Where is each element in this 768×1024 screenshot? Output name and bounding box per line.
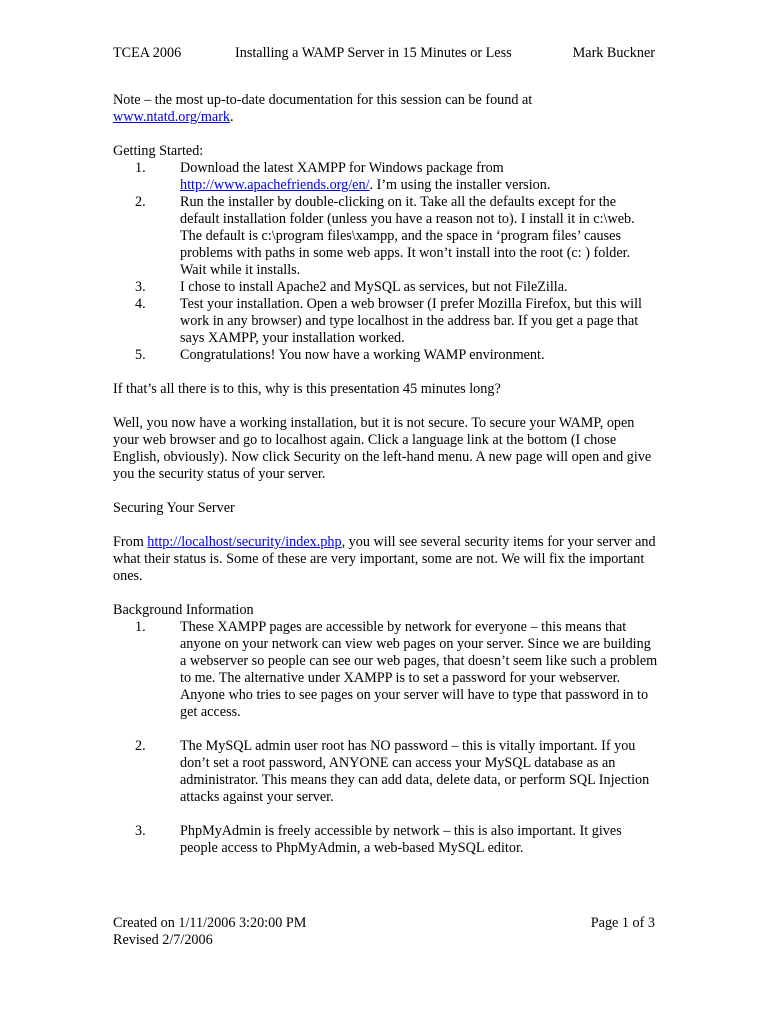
- footer-revised: Revised 2/7/2006: [113, 932, 213, 948]
- step-text: Run the installer by double-clicking on it. Take all the defaults except for the default installation folder (unless you have a reason not to). I install it in c:\web. The default is c:\program files\xampp, and the space in ‘program files’ causes problems with paths in some web apps. It won’t install into the root (c: ) folder. Wait while it installs.: [180, 194, 635, 278]
- apachefriends-link[interactable]: http://www.apachefriends.org/en/: [180, 177, 370, 193]
- header-title: Installing a WAMP Server in 15 Minutes or Less: [235, 45, 512, 61]
- list-number: 3.: [135, 823, 146, 839]
- footer-row: [113, 932, 655, 949]
- list-number: 5.: [135, 347, 146, 363]
- spacer: [113, 398, 658, 415]
- from-pre: From: [113, 534, 144, 550]
- list-item: [113, 194, 658, 279]
- from-paragraph: [113, 534, 658, 585]
- step-text: I chose to install Apache2 and MySQL as services, but not FileZilla.: [180, 279, 568, 295]
- item-text: These XAMPP pages are accessible by network for everyone – this means that anyone on your network can view web pages on your server. Since we are building a webserver so people can see our web pages, that doesn’t seem like such a problem to me. The alternative under XAMPP is to set a password for your webserver. Anyone who tries to see pages on your server will have to type that password in to get access.: [180, 619, 658, 720]
- document-body: [113, 92, 658, 857]
- list-number: 3.: [135, 279, 146, 295]
- step-text: Test your installation. Open a web browser (I prefer Mozilla Firefox, but this will work in any browser) and type localhost in the address bar. If you get a page that says XAMPP, your installation worked.: [180, 296, 642, 346]
- getting-started-list: [113, 160, 658, 364]
- footer-created: Created on 1/11/2006 3:20:00 PM: [113, 915, 307, 931]
- list-item: [113, 347, 658, 364]
- spacer: [113, 483, 658, 500]
- list-item: [113, 619, 658, 721]
- security-link[interactable]: http://localhost/security/index.php: [147, 534, 342, 550]
- background-heading: Background Information: [113, 602, 254, 618]
- list-number: 2.: [135, 738, 146, 754]
- getting-started-heading: Getting Started:: [113, 143, 204, 159]
- header-author: Mark Buckner: [572, 45, 655, 61]
- spacer: [113, 517, 658, 534]
- step-text: Download the latest XAMPP for Windows package from: [180, 160, 504, 176]
- item-text: The MySQL admin user root has NO password – this is vitally important. If you don’t set a root password, ANYONE can access your MySQL database as an administrator. This means they can add data, delete data, or perform SQL Injection attacks against your server.: [180, 738, 650, 805]
- background-list: [113, 619, 658, 857]
- step-text: Congratulations! You now have a working WAMP environment.: [180, 347, 545, 363]
- item-text: PhpMyAdmin is freely accessible by network – this is also important. It gives people access to PhpMyAdmin, a web-based MySQL editor.: [180, 823, 622, 856]
- list-item: [113, 823, 658, 857]
- list-number: 1.: [135, 619, 146, 635]
- spacer: [113, 126, 658, 143]
- note-paragraph: [113, 92, 658, 126]
- securing-heading: Securing Your Server: [113, 500, 235, 516]
- from-post: , you will see several security items for your server and what their status is. Some of these are very important, some are not. We will fix the important ones.: [113, 534, 656, 584]
- footer-row: [113, 915, 655, 932]
- spacer: [113, 585, 658, 602]
- step-text-post: . I’m using the installer version.: [369, 177, 551, 193]
- list-item: [113, 296, 658, 347]
- well-paragraph: Well, you now have a working installation, but it is not secure. To secure your WAMP, open your web browser and go to localhost again. Click a language link at the bottom (I chose English, obviously). Now click Security on the left-hand menu. A new page will open and give you the security status of your server.: [113, 415, 652, 482]
- list-item: [113, 738, 658, 806]
- page-footer: [113, 915, 655, 949]
- note-link[interactable]: www.ntatd.org/mark: [113, 109, 231, 125]
- footer-page-number: Page 1 of 3: [590, 915, 655, 931]
- list-number: 4.: [135, 296, 146, 312]
- spacer: [113, 364, 658, 381]
- list-item: [113, 160, 658, 194]
- header-event: TCEA 2006: [113, 45, 182, 61]
- list-item: [113, 279, 658, 296]
- list-number: 1.: [135, 160, 146, 176]
- page-header: [113, 45, 655, 62]
- note-text: Note – the most up-to-date documentation for this session can be found at: [113, 92, 533, 108]
- note-after: .: [230, 109, 234, 125]
- question-paragraph: If that’s all there is to this, why is this presentation 45 minutes long?: [113, 381, 501, 397]
- list-number: 2.: [135, 194, 146, 210]
